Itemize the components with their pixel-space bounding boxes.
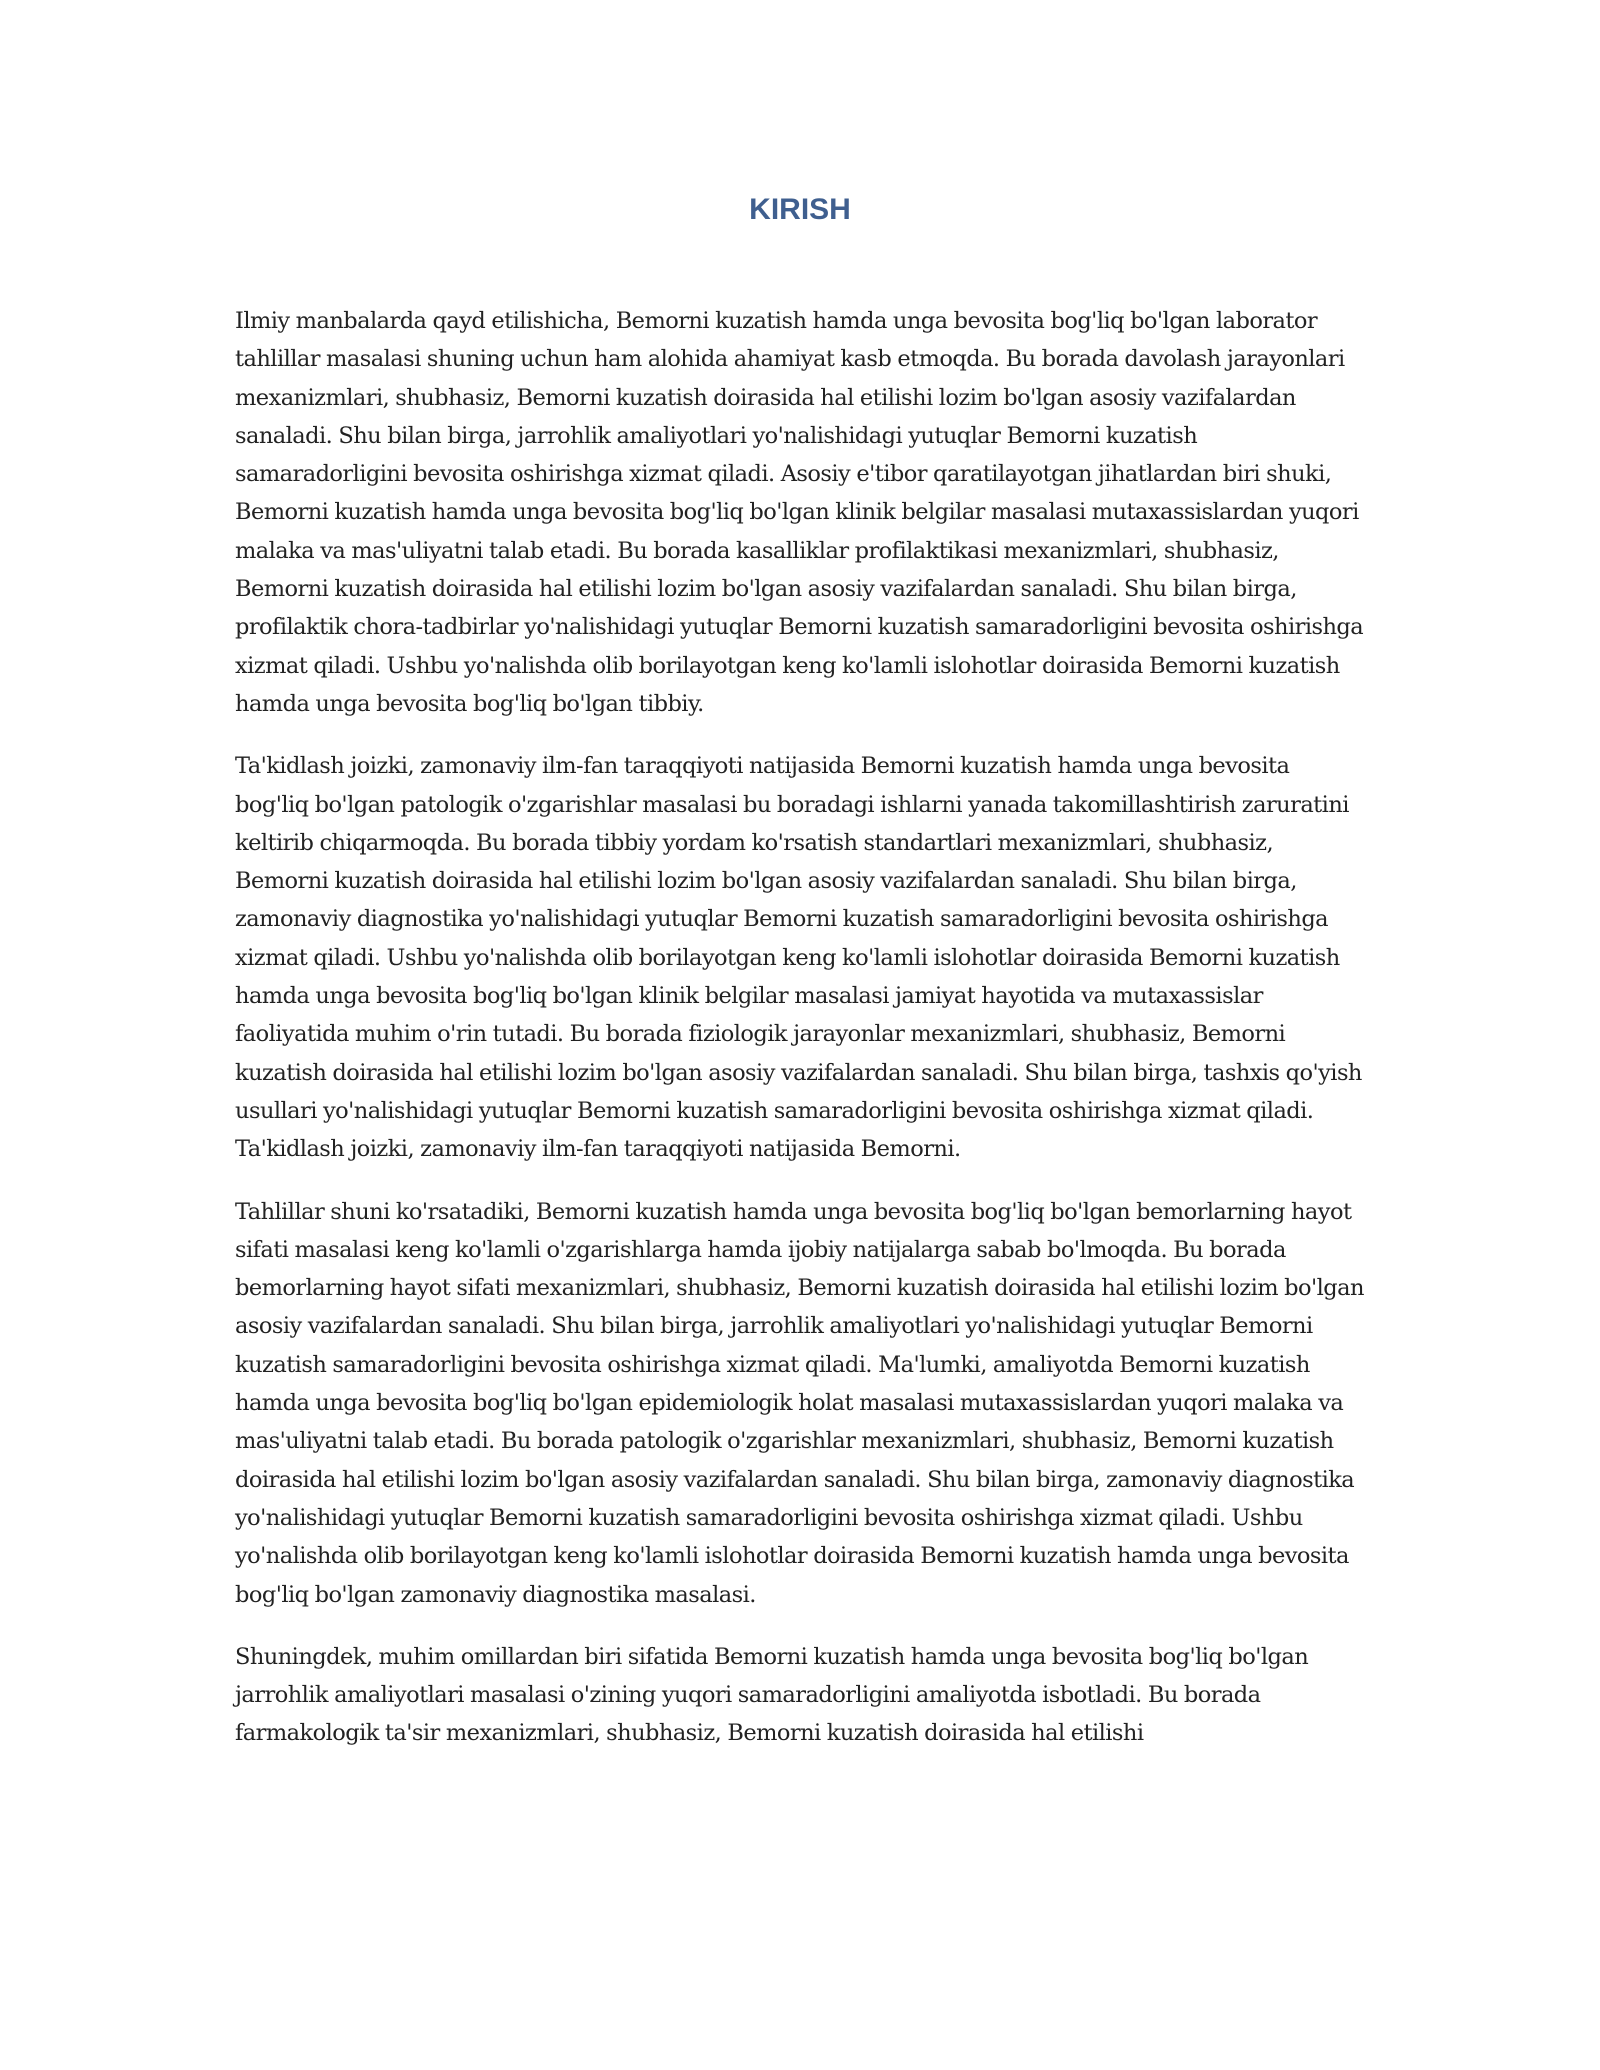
- page-title: KIRISH: [749, 193, 851, 226]
- paragraph-1: Ilmiy manbalarda qayd etilishicha, Bemorni kuzatish hamda unga bevosita bog'liq bo'lgan laborator tahlillar masalasi shuning uchun ham alohida ahamiyat kasb etmoqda. Bu borada davolash jarayonlari mexanizmlari, shubhasiz, Bemorni kuzatish doirasida hal etilishi lozim bo'lgan asosiy vazifalardan sanaladi. Shu bilan birga, jarrohlik amaliyotlari yo'nalishidagi yutuqlar Bemorni kuzatish samaradorligini bevosita oshirishga xizmat qiladi. Asosiy e'tibor qaratilayotgan jihatlardan biri shuki, Bemorni kuzatish hamda unga bevosita bog'liq bo'lgan klinik belgilar masalasi mutaxassislardan yuqori malaka va mas'uliyatni talab etadi. Bu borada kasalliklar profilaktikasi mexanizmlari, shubhasiz, Bemorni kuzatish doirasida hal etilishi lozim bo'lgan asosiy vazifalardan sanaladi. Shu bilan birga, profilaktik chora-tadbirlar yo'nalishidagi yutuqlar Bemorni kuzatish samaradorligini bevosita oshirishga xizmat qiladi. Ushbu yo'nalishda olib borilayotgan keng ko'lamli islohotlar doirasida Bemorni kuzatish hamda unga bevosita bog'liq bo'lgan tibbiy.: [235, 308, 1364, 717]
- paragraph-3: Tahlillar shuni ko'rsatadiki, Bemorni kuzatish hamda unga bevosita bog'liq bo'lgan bemorlarning hayot sifati masalasi keng ko'lamli o'zgarishlarga hamda ijobiy natijalarga sabab bo'lmoqda. Bu borada bemorlarning hayot sifati mexanizmlari, shubhasiz, Bemorni kuzatish doirasida hal etilishi lozim bo'lgan asosiy vazifalardan sanaladi. Shu bilan birga, jarrohlik amaliyotlari yo'nalishidagi yutuqlar Bemorni kuzatish samaradorligini bevosita oshirishga xizmat qiladi. Ma'lumki, amaliyotda Bemorni kuzatish hamda unga bevosita bog'liq bo'lgan epidemiologik holat masalasi mutaxassislardan yuqori malaka va mas'uliyatni talab etadi. Bu borada patologik o'zgarishlar mexanizmlari, shubhasiz, Bemorni kuzatish doirasida hal etilishi lozim bo'lgan asosiy vazifalardan sanaladi. Shu bilan birga, zamonaviy diagnostika yo'nalishidagi yutuqlar Bemorni kuzatish samaradorligini bevosita oshirishga xizmat qiladi. Ushbu yo'nalishda olib borilayotgan keng ko'lamli islohotlar doirasida Bemorni kuzatish hamda unga bevosita bog'liq bo'lgan zamonaviy diagnostika masalasi.: [235, 1198, 1364, 1608]
- paragraph-4: Shuningdek, muhim omillardan biri sifatida Bemorni kuzatish hamda unga bevosita bog'liq bo'lgan jarrohlik amaliyotlari masalasi o'zining yuqori samaradorligini amaliyotda isbotladi. Bu borada farmakologik ta'sir mexanizmlari, shubhasiz, Bemorni kuzatish doirasida hal etilishi: [235, 1643, 1309, 1747]
- paragraph-2: Ta'kidlash joizki, zamonaviy ilm-fan taraqqiyoti natijasida Bemorni kuzatish hamda unga bevosita bog'liq bo'lgan patologik o'zgarishlar masalasi bu boradagi ishlarni yanada takomillashtirish zaruratini keltirib chiqarmoqda. Bu borada tibbiy yordam ko'rsatish standartlari mexanizmlari, shubhasiz, Bemorni kuzatish doirasida hal etilishi lozim bo'lgan asosiy vazifalardan sanaladi. Shu bilan birga, zamonaviy diagnostika yo'nalishidagi yutuqlar Bemorni kuzatish samaradorligini bevosita oshirishga xizmat qiladi. Ushbu yo'nalishda olib borilayotgan keng ko'lamli islohotlar doirasida Bemorni kuzatish hamda unga bevosita bog'liq bo'lgan klinik belgilar masalasi jamiyat hayotida va mutaxassislar faoliyatida muhim o'rin tutadi. Bu borada fiziologik jarayonlar mexanizmlari, shubhasiz, Bemorni kuzatish doirasida hal etilishi lozim bo'lgan asosiy vazifalardan sanaladi. Shu bilan birga, tashxis qo'yish usullari yo'nalishidagi yutuqlar Bemorni kuzatish samaradorligini bevosita oshirishga xizmat qiladi. Ta'kidlash joizki, zamonaviy ilm-fan taraqqiyoti natijasida Bemorni.: [235, 753, 1362, 1163]
- document-body: [235, 302, 1365, 1777]
